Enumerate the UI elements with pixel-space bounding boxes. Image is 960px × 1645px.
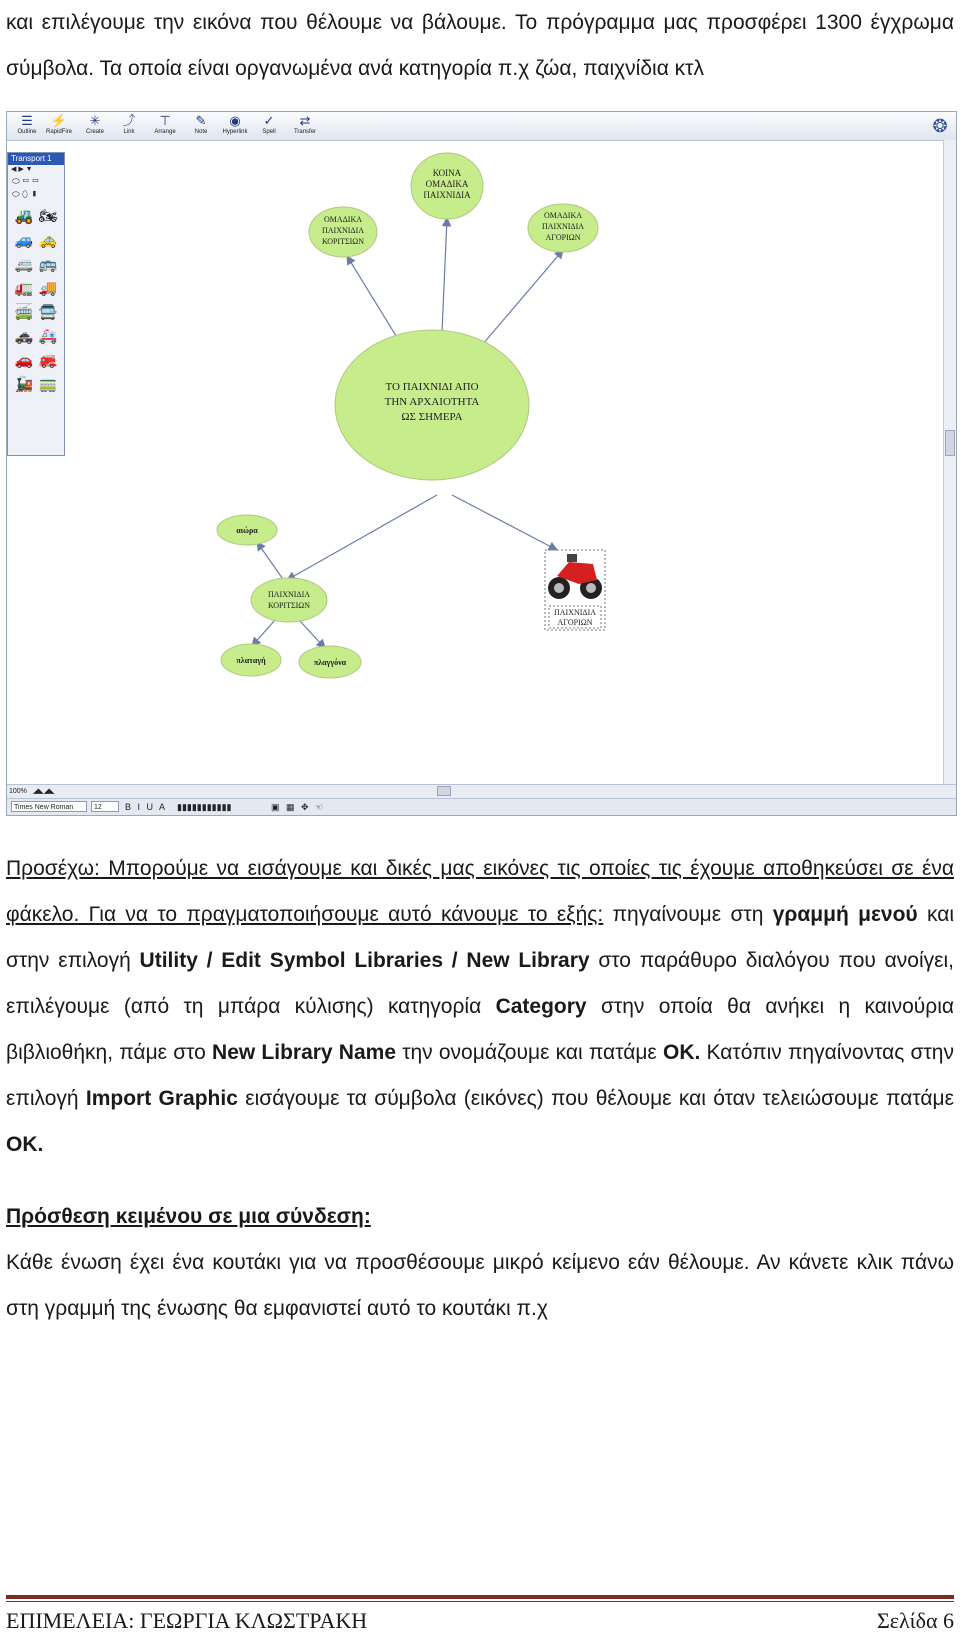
node-child2-label: πλαγγόνα: [313, 658, 347, 667]
intro-paragraph: και επιλέγουμε την εικόνα που θέλουμε να βάλουμε. Το πρόγραμμα μας προσφέρει 1300 έγχρωμα σύμβολα. Τα οποία είναι οργανωμένα ανά κατηγορία π.χ ζώα, παιχνίδια κτλ: [6, 11, 954, 80]
symbol-taxi-icon[interactable]: 🚕: [38, 232, 58, 249]
edge-girls-child3[interactable]: [252, 620, 275, 646]
palette-shapes[interactable]: ⬭ ▭ ▭ ⬭ ⬯ ▮: [12, 176, 40, 199]
vertical-scroll-thumb[interactable]: [945, 430, 955, 456]
zoom-bar: [7, 784, 956, 798]
edge-center-boys[interactable]: [452, 495, 557, 550]
toolbar-transfer-button[interactable]: ⇄ Transfer: [289, 114, 321, 138]
horizontal-scroll-thumb[interactable]: [437, 786, 451, 796]
warning-paragraph: Προσέχω: Μπορούμε να εισάγουμε και δικές μας εικόνες τις οποίες τις έχουμε αποθηκεύσει σε ένα φάκελο. Για να το πραγματοποιήσουμε αυτό κάνουμε το εξής: πηγαίνουμε στη γραμμή μενού και στην επιλογή Utility / Edit Symbol Libraries / New Library στο παράθυρο διαλόγου που ανοίγει, επιλέγουμε (από τη μπάρα κύλισης) κατηγορία Category στην οποία θα ανήκει η καινούρια βιβλιοθήκη, πάμε στο New Library Name την ονομάζουμε και πατάμε OK. Κατόπιν πηγαίνοντας στην επιλογή Import Graphic εισάγουμε τα σύμβολα (εικόνες) που θέλουμε και όταν τελειώσουμε πατάμε OK.: [6, 857, 955, 1156]
zoom-triangles-icon[interactable]: ◢◣◢◣: [33, 788, 55, 795]
palette-title[interactable]: Transport 1: [8, 153, 64, 165]
edge-center-girls[interactable]: [287, 495, 437, 580]
toolbar-arrange-button[interactable]: ⊤ Arrange: [149, 114, 181, 138]
footer-author: ΕΠΙΜΕΛΕΙΑ: ΓΕΩΡΓΙΑ ΚΛΩΣΤΡΑΚΗ: [6, 1608, 368, 1633]
toolbar-create-button[interactable]: ✳ Create: [79, 114, 111, 138]
zoom-level[interactable]: 100%: [9, 788, 27, 795]
symbol-locomotive-icon[interactable]: 🚂: [14, 376, 34, 393]
footer-rule-thin: [6, 1601, 954, 1602]
node-top-label: ΚΟΙΝΑ ΟΜΑΔΙΚΑ ΠΑΙΧΝΙΔΙΑ: [423, 168, 471, 200]
node-boys-games[interactable]: [545, 550, 605, 630]
font-name-select[interactable]: Times New Roman: [11, 801, 87, 812]
warning-heading: Προσέχω: Μπορούμε να εισάγουμε και δικές μας εικόνες τις οποίες τις έχουμε αποθηκεύσει σε ένα φάκελο. Για να το πραγματοποιήσουμε αυτό κάνουμε το εξής:: [6, 857, 954, 926]
mind-map-canvas[interactable]: [7, 140, 943, 784]
symbol-palette: [7, 152, 65, 456]
format-tools-icons[interactable]: ▣ ▦ ✥ ☜: [271, 802, 326, 812]
toolbar-outline-button[interactable]: ☰ Outline: [11, 114, 43, 138]
app-toolbar: [7, 112, 956, 141]
footer-rule-thick: [6, 1595, 954, 1599]
symbol-fire-engine-icon[interactable]: 🚒: [38, 352, 58, 369]
symbol-suv-icon[interactable]: 🚙: [14, 232, 34, 249]
vertical-scrollbar[interactable]: [943, 140, 956, 784]
edge-girls-child2[interactable]: [299, 620, 325, 648]
toolbar-rapidfire-button[interactable]: ⚡ RapidFire: [43, 114, 75, 138]
transfer-icon: ⇄: [299, 113, 311, 128]
palette-symbols: [8, 203, 64, 399]
symbol-van-icon[interactable]: 🚐: [14, 256, 34, 273]
node-boys-games-label: ΠΑΙΧΝΙΔΙΑ ΑΓΟΡΙΩΝ: [553, 608, 597, 627]
node-center-label: ΤΟ ΠΑΙΧΝΙΔΙ ΑΠΟ ΤΗΝ ΑΡΧΑΙΟΤΗΤΑ ΩΣ ΣΗΜΕΡΑ: [384, 381, 480, 423]
symbol-truck-icon[interactable]: 🚛: [14, 280, 34, 297]
palette-nav[interactable]: ◀ ▶ ▼: [11, 166, 33, 173]
section-heading: Πρόσθεση κειμένου σε μια σύνδεση:: [6, 1205, 371, 1228]
note-icon: ✎: [195, 113, 207, 128]
link-icon: ⤴: [122, 113, 136, 128]
mind-map-svg: [7, 140, 943, 784]
symbol-delivery-truck-icon[interactable]: 🚚: [38, 280, 58, 297]
node-child3-label: πλαταγή: [236, 656, 266, 665]
symbol-police-car-icon[interactable]: 🚓: [14, 328, 34, 345]
outline-icon: ☰: [21, 113, 33, 128]
node-right-top-label: ΟΜΑΔΙΚΑ ΠΑΙΧΝΙΔΙΑ ΑΓΟΡΙΩΝ: [541, 211, 585, 242]
node-child1-label: αιώρα: [236, 526, 258, 535]
color-swatches-icon[interactable]: ▮▮▮▮▮▮▮▮▮▮▮: [177, 802, 232, 812]
symbol-oncoming-bus-icon[interactable]: 🚍: [38, 304, 58, 321]
symbol-motorcycle-icon[interactable]: 🏍: [38, 208, 58, 225]
toolbar-link-button[interactable]: ⤴ Link: [113, 114, 145, 138]
rapidfire-icon: ⚡: [50, 113, 68, 128]
toolbar-spell-button[interactable]: ✓ Spell: [253, 114, 285, 138]
inspiration-screenshot: [6, 111, 957, 816]
arrange-icon: ⊤: [159, 113, 171, 128]
node-left-top-label: ΟΜΑΔΙΚΑ ΠΑΙΧΝΙΔΙΑ ΚΟΡΙΤΣΙΩΝ: [321, 215, 365, 246]
font-size-select[interactable]: 12: [91, 801, 119, 812]
bold-italic-underline-icons[interactable]: B I U A: [125, 802, 168, 812]
spell-icon: ✓: [263, 113, 275, 128]
node-girls-games-label: ΠΑΙΧΝΙΔΙΑ ΚΟΡΙΤΣΙΩΝ: [267, 590, 311, 610]
symbol-car-icon[interactable]: 🚗: [14, 352, 34, 369]
app-logo-icon: ❂: [932, 116, 948, 136]
symbol-ambulance-icon[interactable]: 🚑: [38, 328, 58, 345]
symbol-bus-icon[interactable]: 🚌: [38, 256, 58, 273]
footer-page-number: Σελίδα 6: [876, 1608, 954, 1633]
node-girls-games[interactable]: [251, 578, 327, 622]
section-body: Κάθε ένωση έχει ένα κουτάκι για να προσθέσουμε μικρό κείμενο εάν θέλουμε. Αν κάνετε κλικ πάνω στη γραμμή της ένωσης θα εμφανιστεί αυτό το κουτάκι π.χ: [6, 1251, 954, 1320]
symbol-trolleybus-icon[interactable]: 🚎: [14, 304, 34, 321]
symbol-tractor-icon[interactable]: 🚜: [14, 208, 34, 225]
create-icon: ✳: [89, 113, 101, 128]
toolbar-hyperlink-button[interactable]: ◉ Hyperlink: [219, 114, 251, 138]
symbol-railway-car-icon[interactable]: 🚃: [38, 376, 58, 393]
format-toolbar: [7, 798, 956, 816]
hyperlink-icon: ◉: [229, 113, 241, 128]
toolbar-note-button[interactable]: ✎ Note: [185, 114, 217, 138]
